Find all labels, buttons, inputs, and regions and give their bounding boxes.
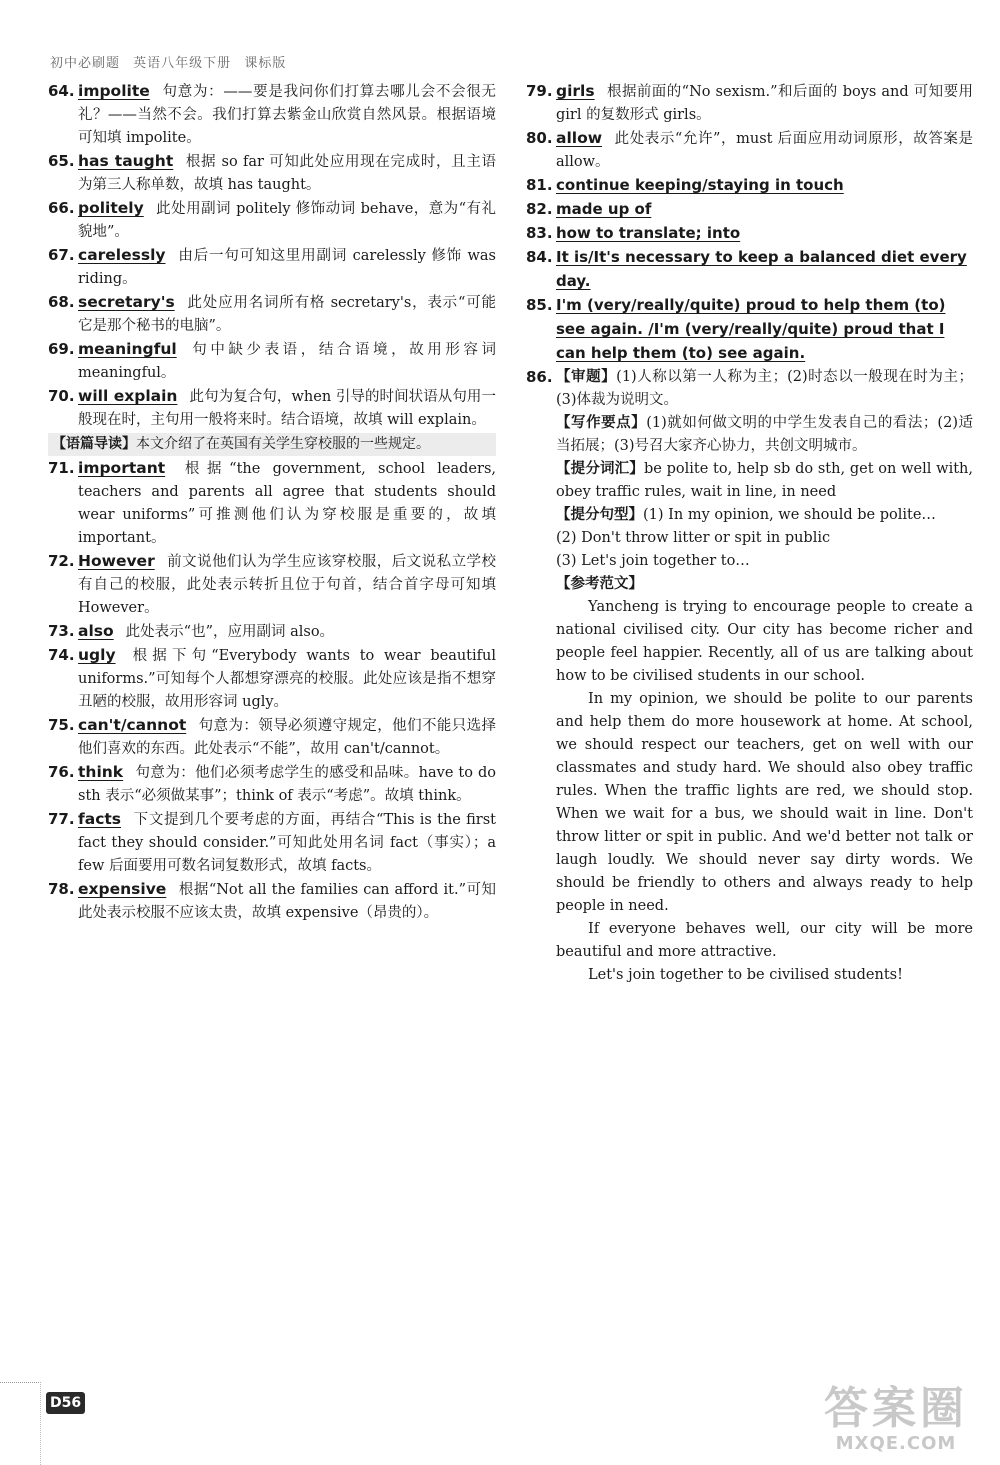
watermark-logo bbox=[808, 1385, 984, 1459]
sample-essay-label: 【参考范文】 bbox=[556, 576, 643, 592]
key-vocab bbox=[556, 458, 973, 504]
item-number: 73. bbox=[48, 622, 75, 640]
answer-text: ugly bbox=[78, 646, 116, 664]
item-number: 67. bbox=[48, 246, 75, 264]
key-sentence-1: (1) In my opinion, we should be polite… bbox=[643, 507, 936, 523]
running-header bbox=[50, 52, 286, 71]
explanation-text: 根据“Not all the families can afford it.”可知此处表示校服不应该太贵，故填 expensive（昂贵的）。 bbox=[78, 882, 496, 921]
answer-item bbox=[526, 294, 973, 366]
answer-text: It is/It's necessary to keep a balanced diet every day. bbox=[556, 248, 967, 290]
explanation-text: 句意为：领导必须遵守规定，他们不能只选择他们喜欢的东西。此处表示“不能”，故用 can't/cannot。 bbox=[78, 718, 496, 757]
answer-item bbox=[48, 761, 496, 808]
header-series: 初中必刷题 bbox=[50, 56, 121, 71]
answer-item bbox=[48, 620, 496, 644]
answer-text: politely bbox=[78, 199, 144, 217]
explanation-text: 下文提到几个要考虑的方面，再结合“This is the first fact they should consider.”可知此处用名词 fact（事实）；a few 后面要用可数名词复数形式，故填 facts。 bbox=[78, 812, 496, 874]
item-number: 75. bbox=[48, 716, 75, 734]
explanation-text: 根据下句“Everybody wants to wear beautiful uniforms.”可知每个人都想穿漂亮的校服。此处应该是指不想穿丑陋的校服，故用形容词 ugly。 bbox=[78, 648, 496, 710]
item-number: 86. bbox=[526, 368, 553, 386]
item-body bbox=[78, 291, 496, 338]
item-number: 85. bbox=[526, 296, 553, 314]
item-body bbox=[78, 620, 496, 644]
answer-item bbox=[48, 244, 496, 291]
answer-item bbox=[526, 198, 973, 222]
key-sentences bbox=[556, 504, 973, 527]
answer-text: continue keeping/staying in touch bbox=[556, 176, 844, 194]
answer-item-86 bbox=[526, 366, 973, 412]
item-body bbox=[78, 150, 496, 197]
answer-item bbox=[48, 197, 496, 244]
answer-item bbox=[48, 808, 496, 878]
answer-text: facts bbox=[78, 810, 122, 828]
explanation-text: 句意为：——要是我问你们打算去哪儿会不会很无礼？——当然不会。我们打算去紫金山欣赏自然风景。根据语境可知填 impolite。 bbox=[78, 84, 496, 146]
essay-paragraph: Yancheng is trying to encourage people to create a national civilised city. Our city has become richer and people feel happier. Recently, all of us are talking about how to be civilised students in our school. bbox=[556, 599, 973, 684]
item-body bbox=[78, 457, 496, 550]
answer-item bbox=[526, 246, 973, 294]
essay-paragraph: In my opinion, we should be polite to our parents and help them do more housework at home. At school, we should respect our teachers, get on well with our classmates and study hard. We should also obey traffic rules. When the traffic lights are red, we should stop. When we wait for a bus, we should wait in line. Don't throw litter or spit in public. And we'd better not talk or laugh loudly. We should never say dirty words. We should be friendly to others and always ready to help people in need. bbox=[556, 691, 973, 914]
answer-text: secretary's bbox=[78, 293, 175, 311]
explanation-text: 根据“the government, school leaders, teachers and parents all agree that students should wear uniforms”可推测他们认为穿校服是重要的，故填 important。 bbox=[78, 461, 496, 546]
writing-points bbox=[556, 412, 973, 458]
item-number: 64. bbox=[48, 82, 75, 100]
answer-item bbox=[48, 878, 496, 925]
item-body bbox=[78, 714, 496, 761]
explanation-text: 此处表示“允许”，must 后面应用动词原形，故答案是 allow。 bbox=[556, 131, 973, 170]
answer-item bbox=[48, 644, 496, 714]
review-label: 【审题】 bbox=[556, 369, 617, 385]
item-number: 68. bbox=[48, 293, 75, 311]
review-text: (1)人称以第一人称为主；(2)时态以一般现在时为主；(3)体裁为说明文。 bbox=[556, 369, 974, 408]
explanation-text: 根据 so far 可知此处应用现在完成时，且主语为第三人称单数，故填 has taught。 bbox=[78, 154, 496, 193]
item-number: 65. bbox=[48, 152, 75, 170]
essay-paragraph: Let's join together to be civilised students! bbox=[588, 967, 903, 983]
answer-text: think bbox=[78, 763, 124, 781]
answer-item bbox=[48, 338, 496, 385]
item-number: 69. bbox=[48, 340, 75, 358]
answer-item bbox=[48, 385, 496, 432]
item-number: 80. bbox=[526, 129, 553, 147]
watermark-url: MXQE.COM bbox=[835, 1433, 957, 1454]
answer-text: can't/cannot bbox=[78, 716, 187, 734]
item-number: 82. bbox=[526, 200, 553, 218]
answer-text: important bbox=[78, 459, 166, 477]
explanation-text: 此处应用名词所有格 secretary's，表示“可能它是那个秘书的电脑”。 bbox=[78, 295, 496, 334]
item-number: 84. bbox=[526, 248, 553, 266]
item-body bbox=[78, 197, 496, 244]
answer-text: However bbox=[78, 552, 155, 570]
key-sentence-2: (2) Don't throw litter or spit in public bbox=[556, 530, 831, 546]
watermark-text: 答案圈 bbox=[824, 1383, 968, 1434]
answer-text: how to translate; into bbox=[556, 224, 741, 242]
item-body bbox=[78, 878, 496, 925]
item-body bbox=[556, 80, 973, 127]
item-number: 79. bbox=[526, 82, 553, 100]
key-vocab-label: 【提分词汇】 bbox=[556, 461, 644, 477]
answer-item bbox=[526, 127, 973, 174]
answer-item bbox=[526, 80, 973, 127]
answer-item bbox=[526, 174, 973, 198]
explanation-text: 此处表示“也”，应用副词 also。 bbox=[125, 624, 335, 640]
explanation-text: 此处用副词 politely 修饰动词 behave，意为“有礼貌地”。 bbox=[78, 201, 496, 240]
left-column bbox=[48, 80, 496, 925]
answer-item bbox=[48, 457, 496, 550]
item-body bbox=[78, 338, 496, 385]
key-vocab-text: be polite to, help sb do sth, get on well with, obey traffic rules, wait in line, in need bbox=[556, 461, 973, 500]
answer-item bbox=[48, 291, 496, 338]
item-number: 77. bbox=[48, 810, 75, 828]
passage-intro-text: 本文介绍了在英国有关学生穿校服的一些规定。 bbox=[136, 436, 430, 452]
item-number: 70. bbox=[48, 387, 75, 405]
item-number: 83. bbox=[526, 224, 553, 242]
explanation-text: 句意为：他们必须考虑学生的感受和品味。have to do sth 表示“必须做某事”；think of 表示“考虑”。故填 think。 bbox=[78, 765, 496, 804]
item-body bbox=[78, 244, 496, 291]
item-number: 71. bbox=[48, 459, 75, 477]
answer-item bbox=[526, 222, 973, 246]
explanation-text: 此句为复合句，when 引导的时间状语从句用一般现在时，主句用一般将来时。结合语境，故填 will explain。 bbox=[78, 389, 496, 428]
writing-points-text: (1)就如何做文明的中学生发表自己的看法；(2)适当拓展；(3)号召大家齐心协力，共创文明城市。 bbox=[556, 415, 974, 454]
writing-points-label: 【写作要点】 bbox=[556, 415, 647, 431]
answer-text: carelessly bbox=[78, 246, 166, 264]
answer-text: impolite bbox=[78, 82, 150, 100]
item-number: 74. bbox=[48, 646, 75, 664]
answer-text: allow bbox=[556, 129, 603, 147]
page-number: D56 bbox=[46, 1392, 85, 1414]
item-number: 81. bbox=[526, 176, 553, 194]
item-number: 72. bbox=[48, 552, 75, 570]
answer-text: girls bbox=[556, 82, 595, 100]
right-column bbox=[526, 80, 973, 987]
answer-item bbox=[48, 80, 496, 150]
key-sentence-3: (3) Let's join together to… bbox=[556, 553, 750, 569]
answer-text: meaningful bbox=[78, 340, 177, 358]
explanation-text: 由后一句可知这里用副词 carelessly 修饰 was riding。 bbox=[78, 248, 496, 287]
explanation-text: 前文说他们认为学生应该穿校服，后文说私立学校有自己的校服，此处表示转折且位于句首，结合首字母可知填 However。 bbox=[78, 554, 496, 616]
explanation-text: 根据前面的“No sexism.”和后面的 boys and 可知要用 girl 的复数形式 girls。 bbox=[556, 84, 973, 123]
header-subject: 英语八年级下册 bbox=[133, 56, 232, 71]
item-body bbox=[78, 808, 496, 878]
answer-item bbox=[48, 550, 496, 620]
item-body bbox=[78, 80, 496, 150]
item-number: 78. bbox=[48, 880, 75, 898]
answer-text: has taught bbox=[78, 152, 174, 170]
passage-intro bbox=[48, 433, 496, 456]
answer-text: will explain bbox=[78, 387, 178, 405]
item-number: 76. bbox=[48, 763, 75, 781]
explanation-text: 句中缺少表语，结合语境，故用形容词 meaningful。 bbox=[78, 342, 496, 381]
item-body bbox=[78, 550, 496, 620]
header-edition: 课标版 bbox=[244, 56, 287, 71]
answer-text: also bbox=[78, 622, 114, 640]
answer-item bbox=[48, 150, 496, 197]
answer-text: I'm (very/really/quite) proud to help them (to) see again. /I'm (very/really/quite) proud that I can help them (to) see again. bbox=[556, 296, 946, 362]
item-number: 66. bbox=[48, 199, 75, 217]
corner-dots bbox=[0, 1382, 41, 1465]
item-body bbox=[78, 761, 496, 808]
item-body bbox=[78, 644, 496, 714]
answer-item bbox=[48, 714, 496, 761]
answer-text: made up of bbox=[556, 200, 652, 218]
essay-paragraph: If everyone behaves well, our city will be more beautiful and more attractive. bbox=[556, 921, 973, 960]
answer-text: expensive bbox=[78, 880, 167, 898]
item-body bbox=[78, 385, 496, 432]
passage-intro-label: 【语篇导读】 bbox=[52, 436, 136, 452]
key-sentences-label: 【提分句型】 bbox=[556, 507, 643, 523]
item-body bbox=[556, 127, 973, 174]
